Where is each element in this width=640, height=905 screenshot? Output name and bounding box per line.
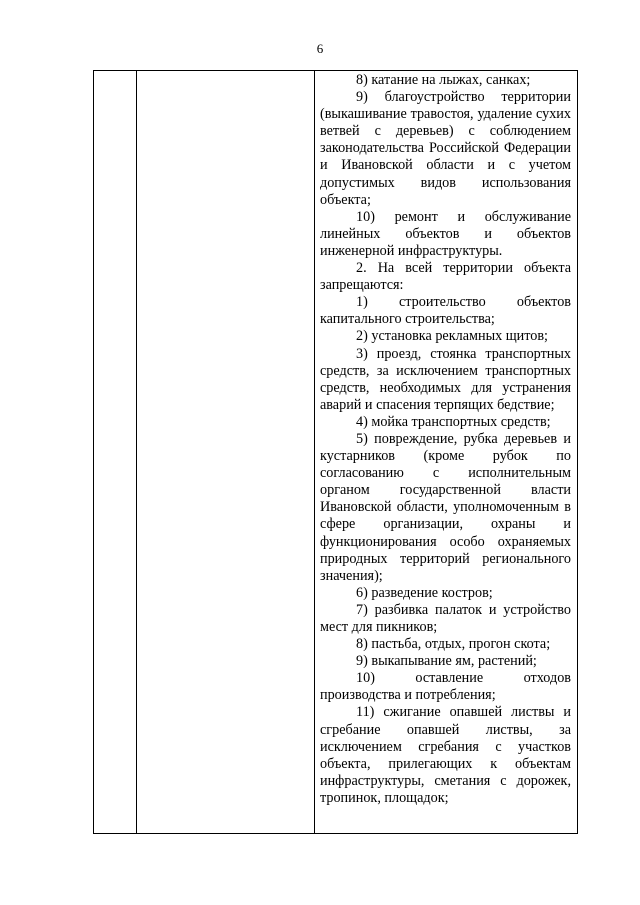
paragraph: 9) выкапывание ям, растений;	[356, 653, 537, 670]
regime-text-cell	[320, 72, 571, 807]
paragraph: 1) строительство объектов капитального строительства;	[320, 294, 571, 328]
paragraph: 8) катание на лыжах, санках;	[356, 72, 531, 88]
paragraph: 2) установка рекламных щитов;	[356, 328, 549, 345]
paragraph: 4) мойка транспортных средств;	[356, 413, 551, 430]
paragraph: 9) благоустройство территории (выкашивание травостоя, удаление сухих ветвей с деревьев) с соблюдением законодательства Российской Федерации и Ивановской области и с учетом допустимых видов использования объекта;	[320, 89, 571, 208]
paragraph: 3) проезд, стоянка транспортных средств, за исключением транспортных средств, необходимых для устранения аварий и спасения терпящих бедствие;	[320, 345, 571, 413]
paragraph: 10) оставление отходов производства и потребления;	[320, 670, 571, 704]
column-divider	[136, 71, 137, 833]
restrictions-table	[93, 70, 578, 834]
paragraph: 2. На всей территории объекта запрещаются:	[320, 260, 571, 294]
paragraph: 10) ремонт и обслуживание линейных объектов и объектов инженерной инфраструктуры.	[320, 208, 571, 259]
paragraph: 5) повреждение, рубка деревьев и кустарников (кроме рубок по согласованию с исполнительным органом государственной власти Ивановской области, уполномоченным в сфере организации, охраны и функционирования особо охраняемых природных территорий регионального значения);	[320, 430, 571, 584]
page-number: 6	[316, 41, 324, 56]
paragraph: 7) разбивка палаток и устройство мест для пикников;	[320, 601, 571, 635]
paragraph: 8) пастьба, отдых, прогон скота;	[356, 636, 551, 653]
column-divider	[314, 71, 315, 833]
paragraph: 6) разведение костров;	[356, 584, 493, 601]
paragraph: 11) сжигание опавшей листвы и сгребание опавшей листвы, за исключением сгребания с участков объекта, прилегающих к объектам инфраструктуры, сметания с дорожек, тропинок, площадок;	[320, 704, 571, 806]
